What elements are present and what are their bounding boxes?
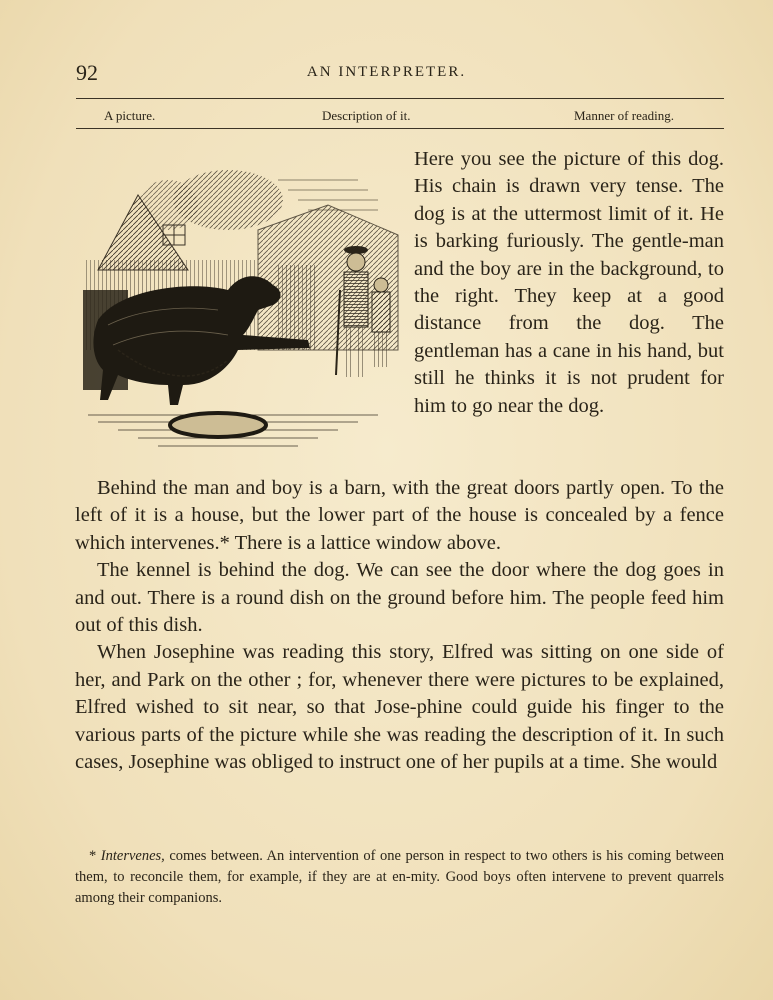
column-heading-manner: Manner of reading. <box>574 108 674 123</box>
footnote-marker: * <box>89 848 101 864</box>
footnote <box>75 846 724 909</box>
paragraph-barn: Behind the man and boy is a barn, with the great doors partly open. To the left of it is a house, but the lower part of the house is concealed by a fence which intervenes.* There is a lattice window above. <box>75 477 724 554</box>
paragraph-kennel: The kennel is behind the dog. We can see the door where the dog goes in and out. There is a round dish on the ground before him. The people feed him out of this dish. <box>75 559 724 637</box>
top-rule <box>76 98 724 99</box>
running-head: AN INTERPRETER. <box>306 64 467 80</box>
picture-description-text: Here you see the picture of this dog. His chain is drawn very tense. The dog is at the uttermost limit of it. He is barking furiously. The gentle-man and the boy are in the background, to the right. They keep at a good distance from the dog. The gentleman has a cane in his hand, but still he thinks it is not prudent for him to go near the dog. <box>414 148 724 417</box>
dog-barking-engraving-icon <box>78 150 408 460</box>
footnote-text: comes between. An intervention of one person in respect to two others is his coming between them, to reconcile them, for example, if they are at en-mity. Good boys often intervene to prevent quarrels among their companions. <box>75 848 725 906</box>
bottom-rule <box>76 128 724 129</box>
page-number: 92 <box>76 60 98 85</box>
body-text <box>75 475 724 776</box>
paragraph-josephine: When Josephine was reading this story, Elfred was sitting on one side of her, and Park on the other ; for, whenever there were pictures to be explained, Elfred wished to sit near, so that Jose-phine could guide his finger to the various parts of the picture while she was reading the description of it. In such cases, Josephine was obliged to instruct one of her pupils at a time. She would <box>75 641 724 774</box>
column-heading-description: Description of it. <box>322 108 411 123</box>
column-heading-picture: A picture. <box>104 108 156 123</box>
footnote-term: Intervenes, <box>100 848 165 864</box>
